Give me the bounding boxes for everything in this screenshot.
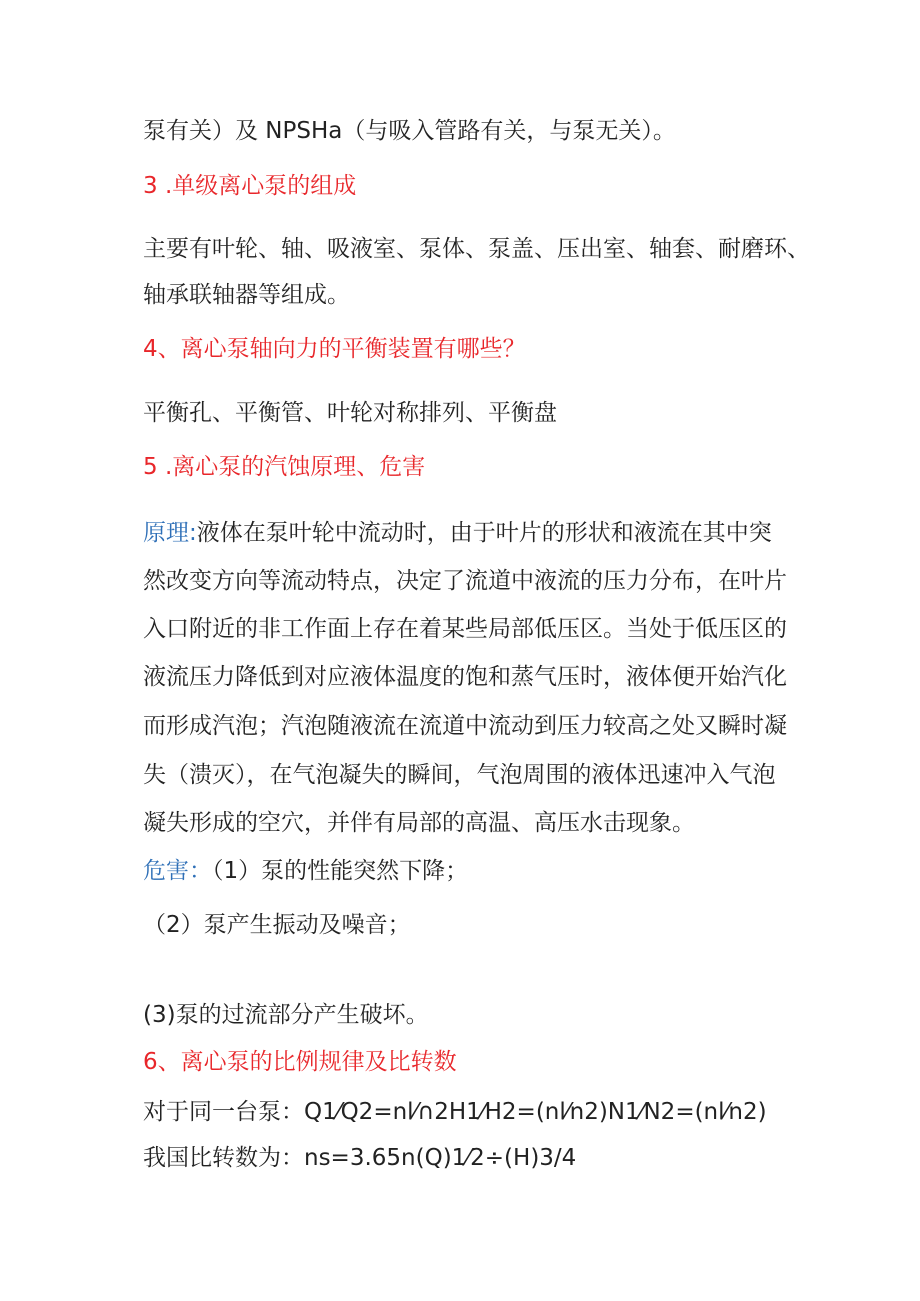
formula-2-label: 我国比转数为：	[143, 1145, 304, 1171]
principle-line-5: 而形成汽泡；汽泡随液流在流道中流动到压力较高之处又瞬时凝	[143, 713, 787, 739]
section-3-body-line-1: 主要有叶轮、轴、吸液室、泵体、泵盖、压出室、轴套、耐磨环、	[143, 236, 810, 262]
formula-1: Q1⁄Q2=nl⁄∩2H1⁄H2=(nl⁄n2)N1⁄N2=(nl⁄n2)	[304, 1099, 767, 1125]
principle-line-2: 然改变方向等流动特点，决定了流道中液流的压力分布，在叶片	[143, 568, 787, 594]
formula-2-line	[143, 1143, 880, 1173]
harm-line-1	[143, 856, 880, 886]
section-4-heading: 4、离心泵轴向力的平衡装置有哪些？	[143, 336, 526, 362]
section-4-answer: 平衡孔、平衡管、叶轮对称排列、平衡盘	[143, 400, 557, 426]
formula-1-label: 对于同一台泵：	[143, 1099, 304, 1125]
principle-text-1: 液体在泵叶轮中流动时，由于叶片的形状和液流在其中突	[196, 520, 772, 546]
section-3-heading: 3 .单级离心泵的组成	[143, 173, 357, 199]
harm-item-3: (3)泵的过流部分产生破坏。	[143, 1002, 429, 1028]
principle-line-6: 失（溃灭），在气泡凝失的瞬间，气泡周围的液体迅速冲入气泡	[143, 762, 776, 788]
formula-2: ns=3.65n(Q)1⁄2÷(H)3/4	[304, 1145, 577, 1171]
principle-line-7: 凝失形成的空穴，并伴有局部的高温、高压水击现象。	[143, 810, 695, 836]
section-6-heading: 6、离心泵的比例规律及比转数	[143, 1049, 457, 1075]
harm-label: 危害：	[143, 858, 212, 884]
principle-line-1	[143, 518, 880, 548]
principle-line-4: 液流压力降低到对应液体温度的饱和蒸气压时，液体便开始汽化	[143, 664, 787, 690]
formula-1-line	[143, 1097, 880, 1127]
intro-text: 泵有关）及 NPSHa（与吸入管路有关，与泵无关）。	[143, 118, 676, 144]
section-5-heading: 5 .离心泵的汽蚀原理、危害	[143, 454, 426, 480]
principle-line-3: 入口附近的非工作面上存在着某些局部低压区。当处于低压区的	[143, 616, 787, 642]
harm-item-2: （2）泵产生振动及噪音；	[143, 912, 411, 938]
section-3-body-line-2: 轴承联轴器等组成。	[143, 282, 350, 308]
principle-label: 原理:	[143, 520, 197, 546]
harm-item-1: （1）泵的性能突然下降；	[212, 858, 469, 884]
